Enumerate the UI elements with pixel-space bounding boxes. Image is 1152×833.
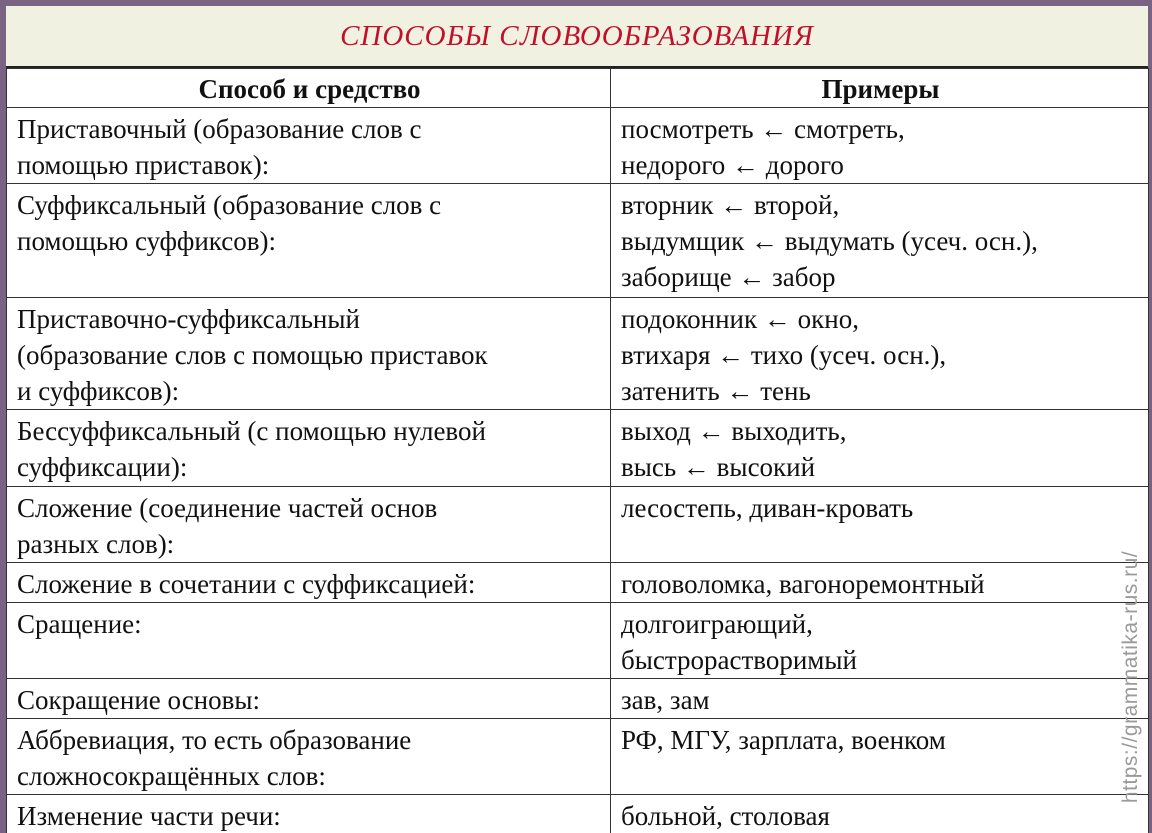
column-header-examples: Примеры bbox=[611, 69, 1149, 108]
example-line: втихаря ← тихо (усеч. осн.), bbox=[621, 340, 947, 370]
table-header-row bbox=[7, 69, 1149, 108]
method-line: Приставочный (образование слов с bbox=[17, 114, 422, 144]
method-cell bbox=[7, 795, 611, 833]
table-row bbox=[7, 298, 1149, 410]
example-line: больной, столовая bbox=[621, 801, 830, 831]
example-line: заборище ← забор bbox=[621, 262, 836, 292]
example-line: затенить ← тень bbox=[621, 376, 811, 406]
example-line: быстрорастворимый bbox=[621, 645, 857, 675]
watermark-text: https://grammatika-rus.ru/ bbox=[1119, 550, 1143, 804]
table-row bbox=[7, 679, 1149, 719]
method-line: Бессуффиксальный (с помощью нулевой bbox=[17, 416, 486, 446]
examples-cell bbox=[611, 108, 1149, 184]
method-line: Аббревиация, то есть образование bbox=[17, 725, 412, 755]
method-cell bbox=[7, 679, 611, 719]
examples-cell bbox=[611, 487, 1149, 563]
table-row bbox=[7, 410, 1149, 487]
method-cell bbox=[7, 410, 611, 487]
method-line: Сокращение основы: bbox=[17, 685, 261, 715]
examples-cell bbox=[611, 719, 1149, 795]
method-cell bbox=[7, 487, 611, 563]
table-row bbox=[7, 719, 1149, 795]
table-row bbox=[7, 184, 1149, 298]
example-line: выход ← выходить, bbox=[621, 416, 847, 446]
page-title: СПОСОБЫ СЛОВООБРАЗОВАНИЯ bbox=[340, 19, 814, 52]
example-line: лесостепь, диван-кровать bbox=[621, 493, 914, 523]
example-line: посмотреть ← смотреть, bbox=[621, 114, 905, 144]
example-line: зав, зам bbox=[621, 685, 710, 715]
examples-cell bbox=[611, 184, 1149, 298]
method-cell bbox=[7, 719, 611, 795]
method-line: помощью приставок): bbox=[17, 150, 270, 180]
examples-cell bbox=[611, 795, 1149, 833]
method-line: разных слов): bbox=[17, 529, 175, 559]
table-row bbox=[7, 795, 1149, 833]
table-row bbox=[7, 563, 1149, 603]
method-line: Суффиксальный (образование слов с bbox=[17, 190, 442, 220]
method-line: Сложение (соединение частей основ bbox=[17, 493, 438, 523]
example-line: высь ← высокий bbox=[621, 452, 816, 482]
example-line: вторник ← второй, bbox=[621, 190, 840, 220]
table-row bbox=[7, 487, 1149, 563]
example-line: выдумщик ← выдумать (усеч. осн.), bbox=[621, 226, 1038, 256]
method-line: Сращение: bbox=[17, 609, 142, 639]
watermark bbox=[1116, 532, 1146, 822]
examples-cell bbox=[611, 603, 1149, 679]
method-line: Сложение в сочетании с суффиксацией: bbox=[17, 569, 476, 599]
method-line: помощью суффиксов): bbox=[17, 226, 276, 256]
method-line: Изменение части речи: bbox=[17, 801, 281, 831]
method-line: сложносокращённых слов: bbox=[17, 761, 326, 791]
method-line: (образование слов с помощью приставок bbox=[17, 340, 488, 370]
method-line: и суффиксов): bbox=[17, 376, 180, 406]
example-line: подоконник ← окно, bbox=[621, 304, 859, 334]
table-row bbox=[7, 603, 1149, 679]
examples-cell bbox=[611, 410, 1149, 487]
examples-cell bbox=[611, 298, 1149, 410]
example-line: головоломка, вагоноремонтный bbox=[621, 569, 985, 599]
method-cell bbox=[7, 603, 611, 679]
title-bar bbox=[6, 6, 1148, 68]
column-header-method: Способ и средство bbox=[7, 69, 611, 108]
method-cell bbox=[7, 563, 611, 603]
content-frame bbox=[6, 6, 1148, 830]
example-line: РФ, МГУ, зарплата, военком bbox=[621, 725, 946, 755]
method-line: суффиксации): bbox=[17, 452, 188, 482]
word-formation-table bbox=[6, 68, 1149, 833]
method-cell bbox=[7, 298, 611, 410]
method-cell bbox=[7, 108, 611, 184]
examples-cell bbox=[611, 679, 1149, 719]
method-cell bbox=[7, 184, 611, 298]
examples-cell bbox=[611, 563, 1149, 603]
example-line: долгоиграющий, bbox=[621, 609, 813, 639]
method-line: Приставочно-суффиксальный bbox=[17, 304, 360, 334]
example-line: недорого ← дорого bbox=[621, 150, 844, 180]
table-row bbox=[7, 108, 1149, 184]
